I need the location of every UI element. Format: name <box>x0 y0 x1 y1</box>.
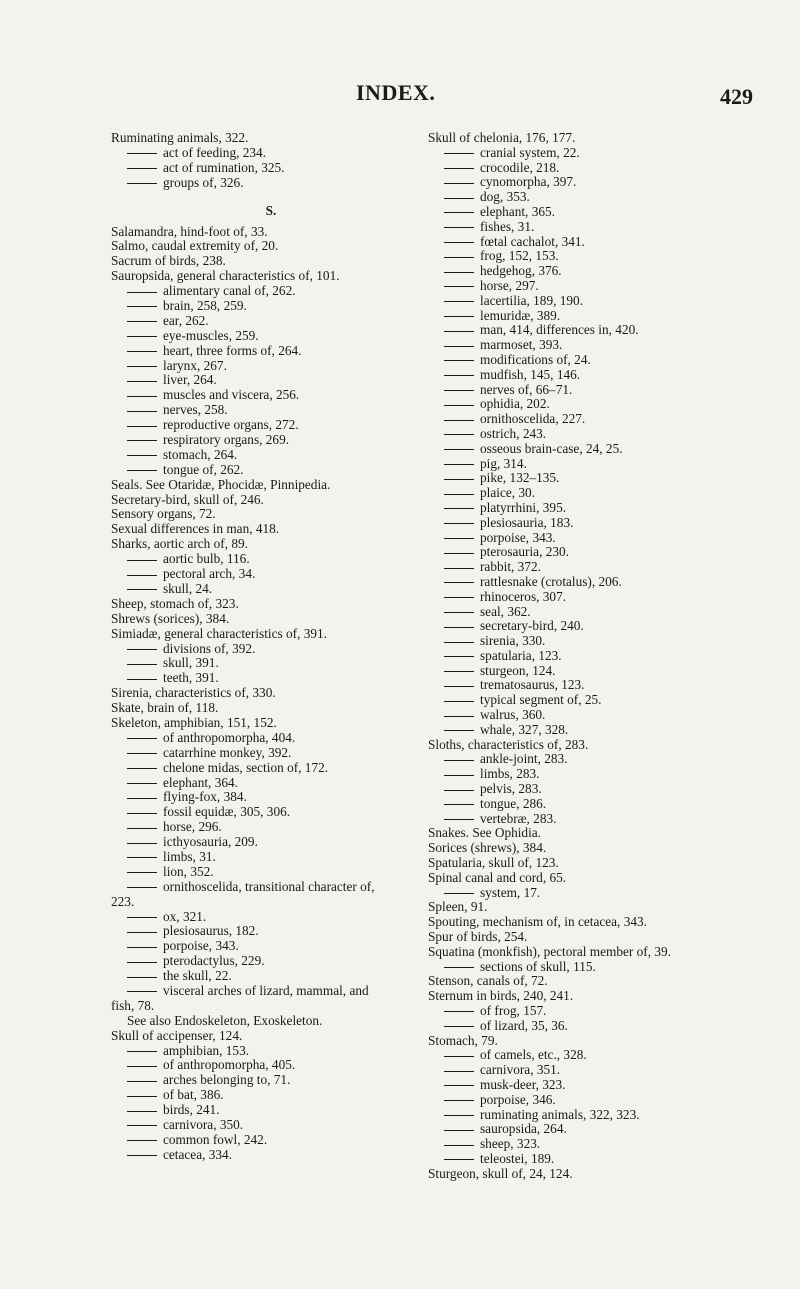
index-subentry: of lizard, 35, 36. <box>428 1019 768 1034</box>
index-subentry: divisions of, 392. <box>111 642 431 657</box>
index-subentry: nerves, 258. <box>111 403 431 418</box>
index-subentry: mudfish, 145, 146. <box>428 368 768 383</box>
index-subentry: porpoise, 346. <box>428 1093 768 1108</box>
index-subentry: pig, 314. <box>428 457 768 472</box>
index-subentry: modifications of, 24. <box>428 353 768 368</box>
index-entry: Skeleton, amphibian, 151, 152. <box>111 714 277 730</box>
index-entry: Spleen, 91. <box>428 899 488 915</box>
index-subentry: typical segment of, 25. <box>428 693 768 708</box>
index-entry: Sloths, characteristics of, 283. <box>428 736 589 752</box>
index-entry: Ruminating animals, 322. <box>111 130 249 145</box>
index-entry: Sharks, aortic arch of, 89. <box>111 536 248 552</box>
index-subentry: common fowl, 242. <box>111 1133 431 1148</box>
page-header <box>0 80 800 110</box>
index-subentry: eye-muscles, 259. <box>111 329 431 344</box>
index-subentry: walrus, 360. <box>428 708 768 723</box>
index-entry: Sacrum of birds, 238. <box>111 253 226 269</box>
index-subentry: pectoral arch, 34. <box>111 567 431 582</box>
index-subentry: cetacea, 334. <box>111 1148 431 1163</box>
index-column-left <box>111 131 431 1163</box>
index-subentry: stomach, 264. <box>111 448 431 463</box>
index-subentry: porpoise, 343. <box>111 939 431 954</box>
index-subentry: amphibian, 153. <box>111 1044 431 1059</box>
index-entry: Sheep, stomach of, 323. <box>111 595 239 611</box>
index-subentry: limbs, 283. <box>428 767 768 782</box>
index-subentry: groups of, 326. <box>111 176 431 191</box>
index-subentry: ear, 262. <box>111 314 431 329</box>
index-subentry: pike, 132–135. <box>428 471 768 486</box>
index-subentry: horse, 297. <box>428 279 768 294</box>
page-title: INDEX. <box>356 80 436 105</box>
index-entry: Sternum in birds, 240, 241. <box>428 988 574 1004</box>
index-subentry: pterosauria, 230. <box>428 545 768 560</box>
index-subentry: teeth, 391. <box>111 671 431 686</box>
index-subentry: rhinoceros, 307. <box>428 590 768 605</box>
index-subentry: tongue, 286. <box>428 797 768 812</box>
index-entry: Sorices (shrews), 384. <box>428 840 547 856</box>
index-subentry: carnivora, 350. <box>111 1118 431 1133</box>
index-subentry: skull, 24. <box>111 582 431 597</box>
index-subentry: seal, 362. <box>428 605 768 620</box>
index-column-right <box>428 131 768 1182</box>
index-subentry: horse, 296. <box>111 820 431 835</box>
index-subentry: osseous brain-case, 24, 25. <box>428 442 768 457</box>
index-entry: Sexual differences in man, 418. <box>111 521 280 537</box>
index-subentry: See also Endoskeleton, Exoskeleton. <box>127 1012 323 1028</box>
index-subentry: frog, 152, 153. <box>428 249 768 264</box>
index-subentry: ruminating animals, 322, 323. <box>428 1108 768 1123</box>
index-subentry: fossil equidæ, 305, 306. <box>111 805 431 820</box>
index-subentry: rattlesnake (crotalus), 206. <box>428 575 768 590</box>
index-subentry: ornithoscelida, 227. <box>428 412 768 427</box>
index-subentry: spatularia, 123. <box>428 649 768 664</box>
index-entry: Simiadæ, general characteristics of, 391. <box>111 625 328 641</box>
index-subentry: of camels, etc., 328. <box>428 1048 768 1063</box>
section-letter: S. <box>265 202 277 218</box>
index-entry: Skate, brain of, 118. <box>111 700 219 716</box>
index-entry: Sauropsida, general characteristics of, 101. <box>111 268 340 284</box>
index-subentry: 223. <box>111 893 135 909</box>
index-subentry: larynx, 267. <box>111 359 431 374</box>
index-subentry: marmoset, 393. <box>428 338 768 353</box>
index-subentry: act of rumination, 325. <box>111 161 431 176</box>
index-subentry: reproductive organs, 272. <box>111 418 431 433</box>
index-entry: Spatularia, skull of, 123. <box>428 855 559 871</box>
index-subentry: skull, 391. <box>111 656 431 671</box>
index-subentry: act of feeding, 234. <box>111 146 431 161</box>
index-subentry: plesiosaurus, 182. <box>111 924 431 939</box>
index-subentry: vertebræ, 283. <box>428 812 768 827</box>
index-entry: Secretary-bird, skull of, 246. <box>111 491 264 507</box>
index-entry: Sirenia, characteristics of, 330. <box>111 685 276 701</box>
index-subentry: elephant, 364. <box>111 776 431 791</box>
index-subentry: cranial system, 22. <box>428 146 768 161</box>
index-subentry: musk-deer, 323. <box>428 1078 768 1093</box>
index-subentry: sirenia, 330. <box>428 634 768 649</box>
index-entry: Sturgeon, skull of, 24, 124. <box>428 1165 573 1181</box>
index-subentry: man, 414, differences in, 420. <box>428 323 768 338</box>
index-subentry: ankle-joint, 283. <box>428 752 768 767</box>
index-entry: Squatina (monkfish), pectoral member of, 39. <box>428 943 671 959</box>
index-subentry: elephant, 365. <box>428 205 768 220</box>
index-subentry: arches belonging to, 71. <box>111 1073 431 1088</box>
index-subentry: porpoise, 343. <box>428 531 768 546</box>
index-subentry: plesiosauria, 183. <box>428 516 768 531</box>
index-subentry: carnivora, 351. <box>428 1063 768 1078</box>
index-subentry: hedgehog, 376. <box>428 264 768 279</box>
index-subentry: system, 17. <box>428 886 768 901</box>
index-subentry: crocodile, 218. <box>428 161 768 176</box>
index-subentry: sheep, 323. <box>428 1137 768 1152</box>
index-subentry: alimentary canal of, 262. <box>111 284 431 299</box>
index-subentry: of frog, 157. <box>428 1004 768 1019</box>
index-subentry: cynomorpha, 397. <box>428 175 768 190</box>
index-entry: Salamandra, hind-foot of, 33. <box>111 223 268 239</box>
index-subentry: platyrrhini, 395. <box>428 501 768 516</box>
index-subentry: respiratory organs, 269. <box>111 433 431 448</box>
index-subentry: teleostei, 189. <box>428 1152 768 1167</box>
index-subentry: pterodactylus, 229. <box>111 954 431 969</box>
index-subentry: birds, 241. <box>111 1103 431 1118</box>
index-entry: Spur of birds, 254. <box>428 929 528 945</box>
index-subentry: ophidia, 202. <box>428 397 768 412</box>
index-subentry: of anthropomorpha, 404. <box>111 731 431 746</box>
index-subentry: plaice, 30. <box>428 486 768 501</box>
index-entry: Skull of chelonia, 176, 177. <box>428 130 576 145</box>
index-entry: Stomach, 79. <box>428 1032 498 1048</box>
index-subentry: sturgeon, 124. <box>428 664 768 679</box>
index-subentry: chelone midas, section of, 172. <box>111 761 431 776</box>
index-subentry: ostrich, 243. <box>428 427 768 442</box>
index-subentry: catarrhine monkey, 392. <box>111 746 431 761</box>
index-subentry: fishes, 31. <box>428 220 768 235</box>
index-subentry: fish, 78. <box>111 997 155 1013</box>
index-entry: Shrews (sorices), 384. <box>111 610 230 626</box>
index-subentry: sauropsida, 264. <box>428 1122 768 1137</box>
index-subentry: brain, 258, 259. <box>111 299 431 314</box>
index-subentry: nerves of, 66–71. <box>428 383 768 398</box>
index-subentry: tongue of, 262. <box>111 463 431 478</box>
index-subentry: of anthropomorpha, 405. <box>111 1058 431 1073</box>
index-entry: Sensory organs, 72. <box>111 506 216 522</box>
index-subentry: flying-fox, 384. <box>111 790 431 805</box>
index-subentry: liver, 264. <box>111 373 431 388</box>
index-subentry: visceral arches of lizard, mammal, and <box>111 984 431 999</box>
index-subentry: pelvis, 283. <box>428 782 768 797</box>
index-subentry: lemuridæ, 389. <box>428 309 768 324</box>
index-subentry: heart, three forms of, 264. <box>111 344 431 359</box>
index-entry: Stenson, canals of, 72. <box>428 973 548 989</box>
index-entry: Spinal canal and cord, 65. <box>428 869 567 885</box>
index-subentry: fœtal cachalot, 341. <box>428 235 768 250</box>
index-entry: Salmo, caudal extremity of, 20. <box>111 238 279 254</box>
index-subentry: ox, 321. <box>111 910 431 925</box>
index-subentry: muscles and viscera, 256. <box>111 388 431 403</box>
index-subentry: of bat, 386. <box>111 1088 431 1103</box>
index-subentry: lacertilia, 189, 190. <box>428 294 768 309</box>
index-subentry: icthyosauria, 209. <box>111 835 431 850</box>
index-subentry: rabbit, 372. <box>428 560 768 575</box>
index-subentry: ornithoscelida, transitional character of, <box>111 880 431 895</box>
index-subentry: limbs, 31. <box>111 850 431 865</box>
index-subentry: whale, 327, 328. <box>428 723 768 738</box>
page-number: 429 <box>720 84 753 109</box>
index-subentry: the skull, 22. <box>111 969 431 984</box>
index-entry: Spouting, mechanism of, in cetacea, 343. <box>428 914 647 930</box>
index-subentry: secretary-bird, 240. <box>428 619 768 634</box>
index-subentry: aortic bulb, 116. <box>111 552 431 567</box>
index-subentry: dog, 353. <box>428 190 768 205</box>
index-subentry: trematosaurus, 123. <box>428 678 768 693</box>
index-entry: Skull of accipenser, 124. <box>111 1027 243 1043</box>
index-entry: Seals. See Otaridæ, Phocidæ, Pinnipedia. <box>111 476 331 492</box>
index-subentry: sections of skull, 115. <box>428 960 768 975</box>
index-entry: Snakes. See Ophidia. <box>428 825 542 841</box>
index-subentry: lion, 352. <box>111 865 431 880</box>
